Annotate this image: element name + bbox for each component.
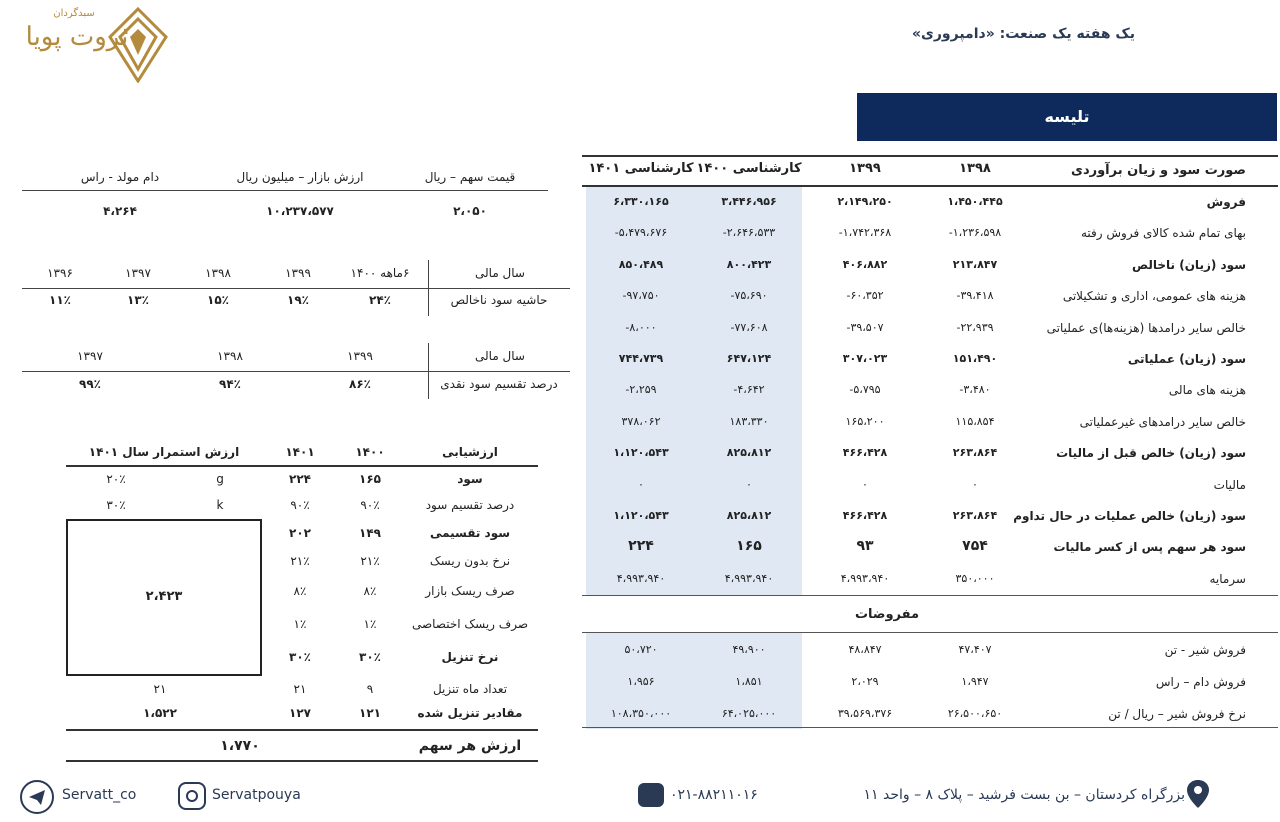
income-cell: ۱۶۵،۲۰۰ [845,414,885,428]
assumption-cell: ۴۷،۴۰۷ [958,643,992,656]
income-cell: ۱،۱۲۰،۵۴۳ [613,509,669,522]
k-value: ۳۰٪ [106,498,126,512]
page-title: یک هفته یک صنعت: «دامپروری» [912,26,1135,42]
col-1400-est: کارشناسی ۱۴۰۰ [696,161,802,176]
valuation-1400-value: ۱٪ [363,617,377,631]
margin-year-3: ۱۳۹۸ [205,266,231,280]
margin-value-1: ۲۴٪ [369,293,391,307]
income-row-label: سرمایه [1209,571,1246,586]
income-cell: ۱۱۵،۸۵۴ [955,414,995,428]
assumption-cell: ۱۰۸،۳۵۰،۰۰۰ [610,707,672,720]
margin-row-label: حاشیه سود ناخالص [450,293,548,307]
income-title: صورت سود و زیان برآوردی [1071,163,1246,178]
income-cell: -۵،۴۷۹،۶۷۶ [614,226,668,240]
dividend-value-3: ۹۹٪ [79,377,101,391]
income-row-label: هزینه های عمومی، اداری و تشکیلاتی [1062,289,1246,304]
telegram-handle[interactable]: Servatt_co [62,787,137,803]
assumption-cell: ۶۴،۰۲۵،۰۰۰ [721,707,777,720]
assumption-cell: ۱،۹۵۶ [627,675,655,688]
valuation-1401-value: ۳۰٪ [289,650,311,664]
valuation-col-terminal: ارزش استمرار سال ۱۴۰۱ [88,445,240,459]
income-row [582,344,1278,375]
assumption-cell: ۱،۹۴۷ [961,675,989,688]
income-row [582,564,1278,595]
income-cell: ۸۲۵،۸۱۲ [726,509,772,522]
margin-year-4: ۱۳۹۷ [125,266,151,280]
income-cell: ۱۵۱،۴۹۰ [952,352,998,365]
income-row [582,281,1278,312]
valuation-1400-value: ۲۱٪ [360,554,380,568]
assumption-label: فروش دام – راس [1155,675,1246,689]
dividend-year-label: سال مالی [475,349,525,363]
income-cell: -۲۲،۹۳۹ [956,320,994,334]
productive-livestock: ۴،۲۶۴ [103,204,137,218]
margin-year-2: ۱۳۹۹ [285,266,311,280]
income-cell: ۶،۳۳۰،۱۶۵ [613,195,669,208]
income-row [582,313,1278,344]
income-cell: ۴،۹۹۳،۹۴۰ [724,571,774,585]
valuation-row-label: نرخ بدون ریسک [429,554,511,568]
income-row-label: مالیات [1213,477,1246,492]
phone-icon [638,783,664,807]
income-cell: -۱،۲۳۶،۵۹۸ [948,226,1002,240]
income-row [582,501,1278,532]
share-price: ۲،۰۵۰ [453,204,487,218]
income-row-label: سود هر سهم پس از کسر مالیات [1053,540,1246,555]
assumption-label: نرخ فروش شیر – ریال / تن [1108,707,1246,721]
income-cell: ۸۲۵،۸۱۲ [726,446,772,460]
income-cell: ۳۵۰،۰۰۰ [955,571,995,585]
share-value-label: ارزش هر سهم [418,738,522,754]
income-row [582,470,1278,501]
income-row-label: سود (زیان) عملیاتی [1127,352,1246,366]
dividend-year-1: ۱۳۹۹ [347,349,373,363]
assumptions-title: مفروضات [854,607,920,622]
income-row [582,250,1278,281]
dividend-year-2: ۱۳۹۸ [217,349,243,363]
valuation-1400-value: ۱۲۱ [359,706,381,720]
g-label: g [216,472,224,486]
assumption-cell: ۱،۸۵۱ [735,675,763,688]
dividend-year-3: ۱۳۹۷ [77,349,103,363]
income-row-label: سود (زیان) خالص عملیات در حال تداوم [1013,509,1246,523]
phone-number[interactable]: ۰۲۱-۸۸۲۱۱۰۱۶ [670,787,758,803]
margin-year-label: سال مالی [475,266,525,280]
valuation-row-label: مقادیر تنزیل شده [417,706,523,720]
assumption-row [582,699,1278,730]
income-cell: ۰ [862,477,868,491]
income-cell: ۲۶۳،۸۶۴ [952,509,998,522]
market-header-livestock: دام مولد - راس [80,170,160,184]
income-row [582,532,1278,563]
income-cell: ۱۸۳،۳۳۰ [729,414,769,428]
income-cell: ۳۰۷،۰۲۳ [842,352,888,365]
valuation-terminal-value: ۱،۵۲۲ [143,706,177,720]
income-statement-table [582,155,1278,735]
income-cell: ۲۲۴ [628,538,654,555]
valuation-1400-value: ۹۰٪ [360,498,380,512]
assumption-cell: ۴۸،۸۴۷ [848,643,882,656]
col-1398: ۱۳۹۸ [959,161,991,176]
assumption-cell: ۵۰،۷۲۰ [624,643,658,656]
margin-value-3: ۱۵٪ [207,293,229,307]
income-cell: -۸،۰۰۰ [625,320,657,334]
income-cell: ۲۱۳،۸۴۷ [952,257,998,271]
income-cell: -۵،۷۹۵ [849,383,881,397]
brand-name: ثروت پویا [25,22,129,52]
instagram-handle[interactable]: Servatpouya [212,787,301,803]
income-cell: -۷۵،۶۹۰ [730,289,768,303]
income-cell: ۳،۴۴۶،۹۵۶ [721,195,777,208]
valuation-1401-value: ۲۱٪ [290,554,310,568]
income-cell: -۱،۷۴۲،۳۶۸ [838,226,892,240]
income-row [582,438,1278,469]
valuation-col-1401: ۱۴۰۱ [285,445,315,459]
valuation-1401-value: ۲۲۴ [289,472,311,486]
income-row [582,187,1278,218]
margin-value-5: ۱۱٪ [49,293,71,307]
income-row [582,218,1278,249]
valuation-title: ارزشیابی [442,445,498,459]
valuation-row-label: تعداد ماه تنزیل [432,682,508,696]
instagram-icon[interactable] [178,782,206,810]
income-cell: ۰ [746,477,752,491]
income-cell: ۴۶۶،۴۲۸ [842,446,888,460]
valuation-row-label: صرف ریسک اختصاصی [411,617,529,631]
k-label: k [216,498,224,512]
margin-value-2: ۱۹٪ [287,293,309,307]
terminal-value-box [66,519,262,676]
valuation-1400-value: ۸٪ [363,584,377,598]
assumption-cell: ۲۶،۵۰۰،۶۵۰ [947,707,1003,720]
company-banner: تلیسه [857,93,1277,141]
location-pin-icon [1183,778,1213,812]
address-text: بزرگراه کردستان – بن بست فرشید – پلاک ۸ – واحد ۱۱ [863,787,1185,803]
valuation-1401-value: ۲۱ [293,682,307,696]
valuation-col-1400: ۱۴۰۰ [355,445,385,459]
income-cell: ۰ [638,477,644,491]
terminal-value: ۲،۴۲۳ [145,589,183,604]
valuation-1401-value: ۲۰۲ [289,526,311,540]
valuation-1401-value: ۱۲۷ [289,706,311,720]
income-cell: ۲،۱۴۹،۲۵۰ [837,195,893,208]
assumption-row [582,635,1278,666]
dividend-value-2: ۹۴٪ [219,377,241,391]
income-cell: ۹۳ [856,538,874,555]
valuation-1401-value: ۹۰٪ [290,498,310,512]
income-cell: -۲،۲۵۹ [625,383,657,397]
margin-year-5: ۱۳۹۶ [47,266,73,280]
valuation-row-label: نرخ تنزیل [441,650,499,664]
brand-subtitle: سبدگردان [53,8,95,19]
income-row [582,407,1278,438]
valuation-1401-value: ۸٪ [293,584,307,598]
income-cell: -۳۹،۵۰۷ [846,320,884,334]
income-cell: ۶۴۷،۱۲۴ [726,352,772,365]
income-cell: ۲۶۳،۸۶۴ [952,446,998,460]
income-cell: ۴۰۶،۸۸۲ [842,257,888,271]
income-cell: ۷۵۴ [962,538,988,555]
income-cell: ۸۰۰،۴۲۳ [726,257,772,271]
income-header-row [582,155,1278,187]
valuation-1400-value: ۹ [366,682,374,696]
telegram-icon[interactable] [20,780,54,814]
valuation-1400-value: ۱۶۵ [359,472,381,486]
valuation-terminal-value: ۲۱ [153,682,167,696]
market-header-price: قیمت سهم – ریال [424,170,516,184]
assumption-cell: ۲،۰۲۹ [851,675,879,688]
g-value: ۲۰٪ [106,472,126,486]
income-cell: -۶۰،۳۵۲ [846,289,884,303]
income-cell: ۴۶۶،۴۲۸ [842,509,888,522]
valuation-1400-value: ۳۰٪ [359,650,381,664]
dividend-value-1: ۸۶٪ [349,377,371,391]
valuation-1400-value: ۱۴۹ [359,526,381,540]
col-1401-est: کارشناسی ۱۴۰۱ [588,161,694,176]
income-row [582,375,1278,406]
assumption-cell: ۴۹،۹۰۰ [732,643,766,656]
income-cell: -۳۹،۴۱۸ [956,289,994,303]
income-cell: ۱۶۵ [736,538,762,555]
income-cell: ۱،۱۲۰،۵۴۳ [613,446,669,460]
income-cell: ۴،۹۹۳،۹۴۰ [840,571,890,585]
income-cell: ۴،۹۹۳،۹۴۰ [616,571,666,585]
assumption-label: فروش شیر - تن [1164,643,1246,657]
income-row-label: فروش [1206,195,1246,209]
col-1399: ۱۳۹۹ [849,161,881,176]
income-cell: ۰ [972,477,978,491]
assumption-row [582,667,1278,698]
valuation-1401-value: ۱٪ [293,617,307,631]
market-header-cap: ارزش بازار – میلیون ریال [236,170,364,184]
income-row-label: هزینه های مالی [1168,383,1246,398]
income-row-label: بهای تمام شده کالای فروش رفته [1081,226,1246,241]
income-cell: ۸۵۰،۴۸۹ [618,257,664,271]
income-cell: ۳۷۸،۰۶۲ [621,414,661,428]
income-cell: -۴،۶۴۲ [733,383,765,397]
income-cell: -۲،۶۴۶،۵۳۳ [722,226,776,240]
income-cell: ۱،۴۵۰،۴۴۵ [947,195,1003,208]
assumption-cell: ۳۹،۵۶۹،۳۷۶ [837,707,893,720]
income-row-label: سود (زیان) ناخالص [1131,257,1246,272]
market-cap: ۱۰،۲۳۷،۵۷۷ [266,204,334,218]
income-row-label: خالص سایر درامدها (هزینه‌ها)ی عملیاتی [1046,320,1246,335]
valuation-row-label: سود [457,472,483,486]
income-cell: -۹۷،۷۵۰ [622,289,660,303]
dividend-row-label: درصد تقسیم سود نقدی [440,377,558,391]
income-row-label: سود (زیان) خالص قبل از مالیات [1056,446,1246,461]
income-cell: -۷۷،۶۰۸ [730,320,768,334]
income-row-label: خالص سایر درامدهای غیرعملیاتی [1079,414,1246,429]
valuation-row-label: سود تقسیمی [429,526,511,540]
share-value: ۱،۷۷۰ [220,738,260,754]
valuation-row-label: درصد تقسیم سود [425,498,515,512]
income-cell: -۳،۴۸۰ [959,383,991,397]
valuation-row-label: صرف ریسک بازار [425,584,515,598]
margin-value-4: ۱۳٪ [127,293,149,307]
income-cell: ۷۴۴،۷۳۹ [618,352,664,365]
margin-year-1: ۶ماهه ۱۴۰۰ [350,266,410,280]
